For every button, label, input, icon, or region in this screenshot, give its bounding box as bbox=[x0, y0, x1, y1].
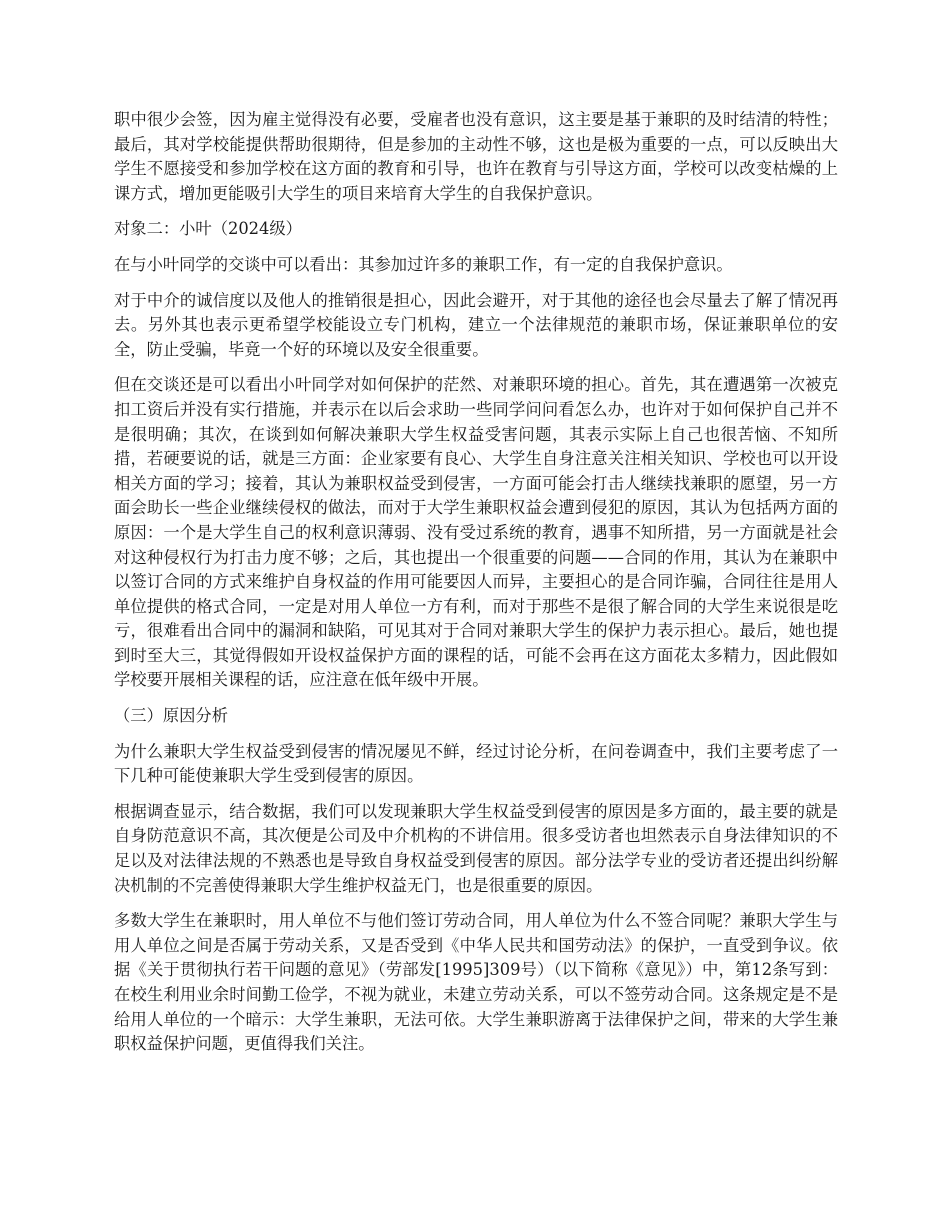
paragraph-interview-summary: 在与小叶同学的交谈中可以看出：其参加过许多的兼职工作，有一定的自我保护意识。 bbox=[114, 254, 733, 274]
paragraph-agency-concern: 对于中介的诚信度以及他人的推销很是担心，因此会避开，对于其他的途径也会尽量去了解了情况再去。另外其也表示更希望学校能设立专门机构，建立一个法律规范的兼职市场，保证兼职单位的安全，防止受骗，毕竟一个好的环境以及安全很重要。 bbox=[114, 290, 838, 359]
paragraph-cause-intro: 为什么兼职大学生权益受到侵害的情况屡见不鲜，经过讨论分析，在问卷调查中，我们主要考虑了一下几种可能使兼职大学生受到侵害的原因。 bbox=[114, 741, 838, 786]
paragraph-survey-findings: 根据调查显示，结合数据，我们可以发现兼职大学生权益受到侵害的原因是多方面的，最主要的就是自身防范意识不高，其次便是公司及中介机构的不讲信用。很多受访者也坦然表示自身法律知识的不足以及对法律法规的不熟悉也是导致自身权益受到侵害的原因。部分法学专业的受访者还提出纠纷解决机制的不完善使得兼职大学生维护权益无门，也是很重要的原因。 bbox=[114, 801, 838, 895]
document-page bbox=[114, 108, 838, 1068]
paragraph-labor-contract: 多数大学生在兼职时，用人单位不与他们签订劳动合同，用人单位为什么不签合同呢？兼职大学生与用人单位之间是否属于劳动关系，又是否受到《中华人民共和国劳动法》的保护，一直受到争议。依据《关于贯彻执行若干问题的意见》（劳部发[1995]309号）（以下简称《意见》）中，第12条写到：在校生利用业余时间勤工俭学，不视为就业，未建立劳动关系，可以不签劳动合同。这条规定是不是给用人单位的一个暗示：大学生兼职，无法可依。大学生兼职游离于法律保护之间，带来的大学生兼职权益保护问题，更值得我们关注。 bbox=[114, 911, 838, 1054]
paragraph-interview-detail: 但在交谈还是可以看出小叶同学对如何保护的茫然、对兼职环境的担心。首先，其在遭遇第一次被克扣工资后并没有实行措施，并表示在以后会求助一些同学问问看怎么办，也许对于如何保护自己并不是很明确；其次，在谈到如何解决兼职大学生权益受害问题，其表示实际上自己也很苦恼、不知所措，若硬要说的话，就是三方面：企业家要有良心、大学生自身注意关注相关知识、学校也可以开设相关方面的学习；接着，其认为兼职权益受到侵害，一方面可能会打击人继续找兼职的愿望，另一方面会助长一些企业继续侵权的做法，而对于大学生兼职权益会遭到侵犯的原因，其认为包括两方面的原因：一个是大学生自己的权利意识薄弱、没有受过系统的教育，遇事不知所措，另一方面就是社会对这种侵权行为打击力度不够；之后，其也提出一个很重要的问题——合同的作用，其认为在兼职中以签订合同的方式来维护自身权益的作用可能要因人而异，主要担心的是合同诈骗，合同往往是用人单位提供的格式合同，一定是对用人单位一方有利，而对于那些不是很了解合同的大学生来说很是吃亏，很难看出合同中的漏洞和缺陷，可见其对于合同对兼职大学生的保护力表示担心。最后，她也提到时至大三，其觉得假如开设权益保护方面的课程的话，可能不会再在这方面花太多精力，因此假如学校要开展相关课程的话，应注意在低年级中开展。 bbox=[114, 375, 838, 690]
section-heading-cause-analysis: （三）原因分析 bbox=[114, 706, 228, 726]
paragraph-intro-continuation: 职中很少会签，因为雇主觉得没有必要，受雇者也没有意识，这主要是基于兼职的及时结清的特性；最后，其对学校能提供帮助很期待，但是参加的主动性不够，这也是极为重要的一点，可以反映出大学生不愿接受和参加学校在这方面的教育和引导，也许在教育与引导这方面，学校可以改变枯燥的上课方式，增加更能吸引大学生的项目来培育大学生的自我保护意识。 bbox=[114, 110, 838, 203]
subject-two-heading: 对象二：小叶（2024级） bbox=[114, 219, 302, 239]
